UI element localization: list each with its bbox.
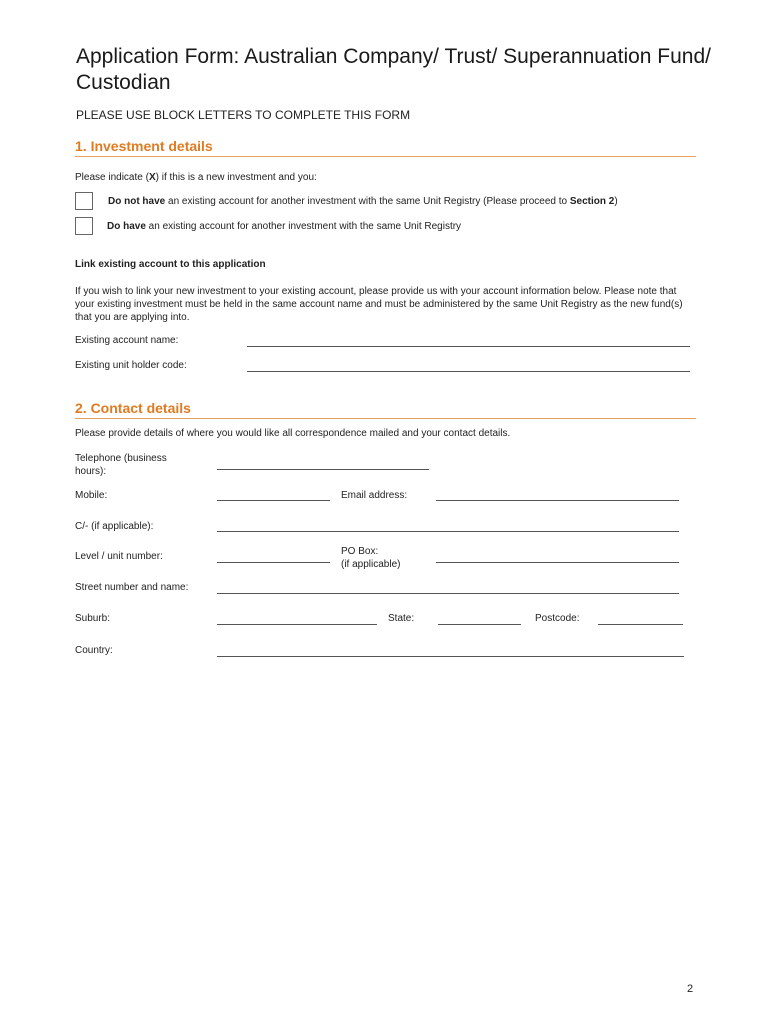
indicate-instruction	[75, 172, 317, 183]
country-label: Country:	[75, 645, 113, 656]
has-existing-account-label	[107, 221, 461, 232]
pobox-label: PO Box:	[341, 546, 379, 557]
option1-end: )	[614, 196, 618, 207]
pobox-label-group	[341, 545, 400, 571]
no-existing-account-label	[108, 196, 618, 207]
indicate-text-post: ) if this is a new investment and you:	[155, 172, 317, 183]
mobile-field[interactable]	[217, 500, 330, 501]
state-label: State:	[388, 613, 415, 624]
option1-section-ref: Section 2	[569, 196, 615, 207]
indicate-x: X	[148, 172, 156, 183]
pobox-note: (if applicable)	[341, 559, 401, 570]
section-2-heading: 2. Contact details	[75, 400, 696, 419]
option2-bold: Do have	[107, 221, 146, 232]
telephone-label: Telephone (business hours):	[75, 453, 167, 477]
link-account-heading: Link existing account to this application	[75, 259, 266, 270]
existing-account-name-field[interactable]	[247, 346, 690, 347]
email-label: Email address:	[341, 490, 408, 501]
level-unit-field[interactable]	[217, 562, 330, 563]
no-existing-account-checkbox[interactable]	[75, 192, 93, 210]
existing-account-name-label: Existing account name:	[75, 335, 179, 346]
telephone-field[interactable]	[217, 469, 429, 470]
state-field[interactable]	[438, 624, 521, 625]
street-field[interactable]	[217, 593, 679, 594]
country-field[interactable]	[217, 656, 684, 657]
care-of-field[interactable]	[217, 531, 679, 532]
existing-holder-code-label: Existing unit holder code:	[75, 360, 187, 371]
email-field[interactable]	[436, 500, 679, 501]
care-of-label: C/- (if applicable):	[75, 521, 154, 532]
suburb-field[interactable]	[217, 624, 377, 625]
page-title: Application Form: Australian Company/ Trust/ Superannuation Fund/ Custodian	[76, 45, 712, 94]
indicate-text-pre: Please indicate (	[75, 172, 149, 183]
contact-intro: Please provide details of where you would like all correspondence mailed and your contact details.	[75, 428, 511, 439]
pobox-field[interactable]	[436, 562, 679, 563]
page-number: 2	[687, 983, 694, 995]
option1-bold: Do not have	[108, 196, 166, 207]
option1-text: an existing account for another investment with the same Unit Registry (Please proceed to	[165, 196, 570, 207]
postcode-label: Postcode:	[535, 613, 580, 624]
street-label: Street number and name:	[75, 582, 189, 593]
link-account-paragraph: If you wish to link your new investment to your existing account, please provide us with your account information below. Please note that your existing investment must be held in the same account name and must be administered by the same Unit Registry as the new fund(s) that you are applying into.	[75, 286, 683, 323]
mobile-label: Mobile:	[75, 490, 108, 501]
section-1-heading: 1. Investment details	[75, 138, 696, 157]
level-unit-label: Level / unit number:	[75, 551, 163, 562]
postcode-field[interactable]	[598, 624, 683, 625]
existing-holder-code-field[interactable]	[247, 371, 690, 372]
has-existing-account-checkbox[interactable]	[75, 217, 93, 235]
block-letters-instruction: PLEASE USE BLOCK LETTERS TO COMPLETE THIS FORM	[76, 108, 411, 122]
option2-text: an existing account for another investment with the same Unit Registry	[145, 221, 462, 232]
suburb-label: Suburb:	[75, 613, 111, 624]
